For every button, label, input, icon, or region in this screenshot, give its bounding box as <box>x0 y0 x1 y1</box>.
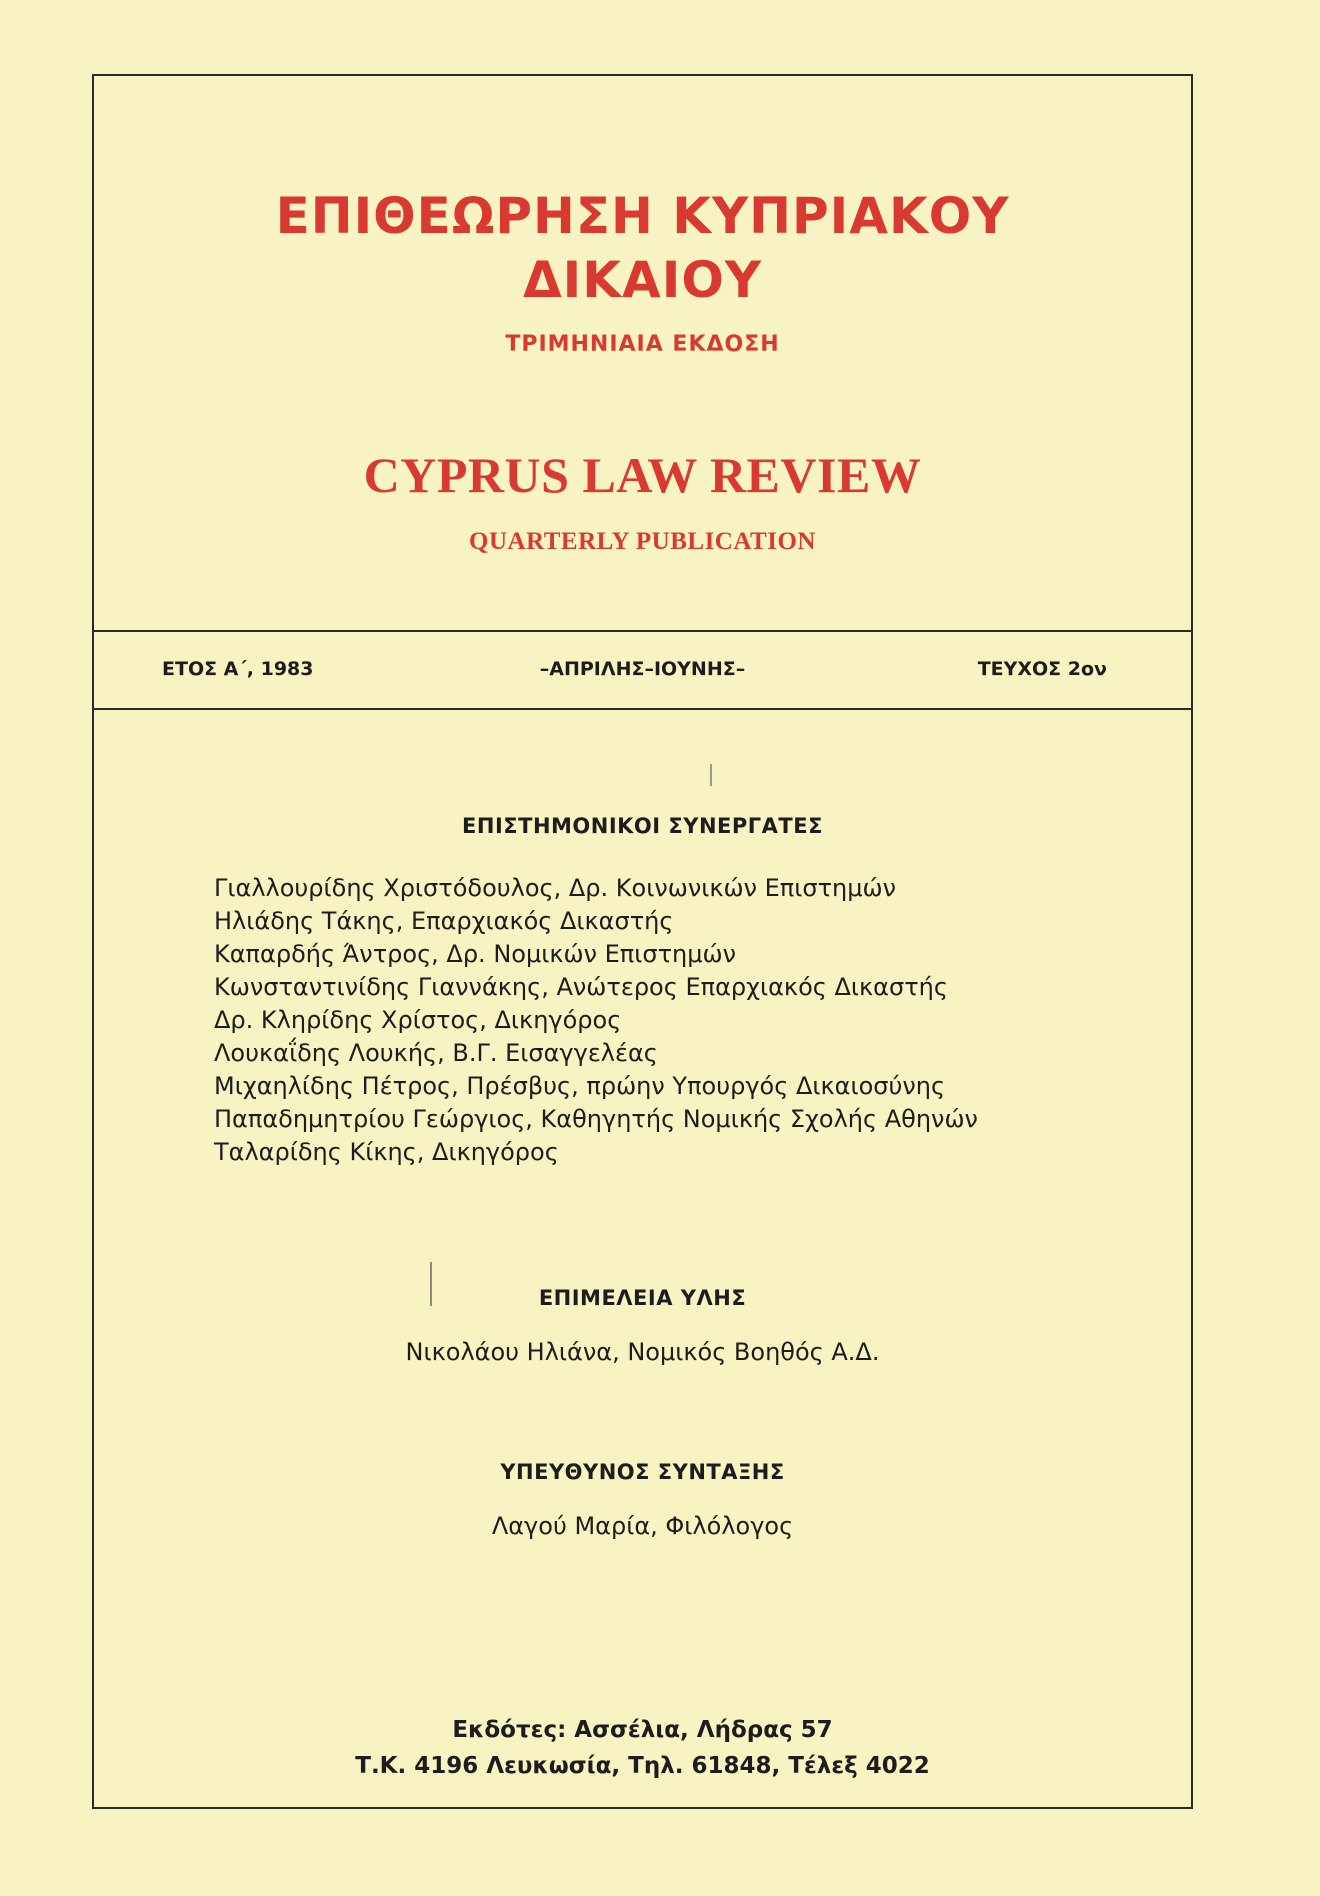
editor-person: Λαγού Μαρία, Φιλόλογος <box>491 1512 794 1540</box>
list-item: Κωνσταντινίδης Γιαννάκης, Ανώτερος Επαρχιακός Δικαστής <box>214 973 948 1001</box>
list-item: Καπαρδής Άντρος, Δρ. Νομικών Επιστημών <box>214 940 736 968</box>
english-title: CYPRUS LAW REVIEW <box>363 447 922 503</box>
list-item: Παπαδημητρίου Γεώργιος, Καθηγητής Νομικής Σχολής Αθηνών <box>214 1105 978 1133</box>
list-item: Ηλιάδης Τάκης, Επαρχιακός Δικαστής <box>214 907 674 935</box>
print-speck <box>710 764 712 786</box>
issue-band <box>94 630 1191 710</box>
contributors-list <box>214 872 978 1169</box>
issue-number: ΤΕΥΧΟΣ 2ον <box>977 658 1107 680</box>
publisher-info <box>94 1712 1191 1784</box>
greek-title <box>94 184 1191 312</box>
list-item: Λουκαΐδης Λουκής, Β.Γ. Εισαγγελέας <box>214 1039 658 1067</box>
list-item: Μιχαηλίδης Πέτρος, Πρέσβυς, πρώην Υπουργός Δικαιοσύνης <box>214 1072 946 1100</box>
greek-title-line-1: ΕΠΙΘΕΩΡΗΣΗ ΚΥΠΡΙΑΚΟΥ <box>275 187 1010 245</box>
list-item: Δρ. Κληρίδης Χρίστος, Δικηγόρος <box>214 1006 622 1034</box>
editing-person: Νικολάου Ηλιάνα, Νομικός Βοηθός Α.Δ. <box>405 1338 880 1366</box>
greek-title-line-2: ΔΙΚΑΙΟΥ <box>522 251 763 309</box>
list-item: Γιαλλουρίδης Χριστόδουλος, Δρ. Κοινωνικών Επιστημών <box>214 874 897 902</box>
issue-year: ΕΤΟΣ Α΄, 1983 <box>162 658 314 680</box>
publisher-line-2: Τ.Κ. 4196 Λευκωσία, Τηλ. 61848, Τέλεξ 4022 <box>355 1753 930 1779</box>
editing-heading: ΕΠΙΜΕΛΕΙΑ ΥΛΗΣ <box>538 1286 747 1310</box>
issue-months: –ΑΠΡΙΛΗΣ–ΙΟΥΝΗΣ– <box>539 658 746 680</box>
publisher-line-1: Εκδότες: Ασσέλια, Λήδρας 57 <box>452 1717 833 1743</box>
list-item: Ταλαρίδης Κίκης, Δικηγόρος <box>214 1138 559 1166</box>
contributors-heading: ΕΠΙΣΤΗΜΟΝΙΚΟΙ ΣΥΝΕΡΓΑΤΕΣ <box>462 814 823 838</box>
english-subtitle: QUARTERLY PUBLICATION <box>469 528 816 555</box>
masthead <box>94 76 1191 630</box>
print-speck <box>430 1262 432 1306</box>
editor-heading: ΥΠΕΥΘΥΝΟΣ ΣΥΝΤΑΞΗΣ <box>500 1460 785 1484</box>
cover-frame <box>92 74 1193 1809</box>
greek-subtitle: ΤΡΙΜΗΝΙΑΙΑ ΕΚΔΟΣΗ <box>505 332 780 357</box>
